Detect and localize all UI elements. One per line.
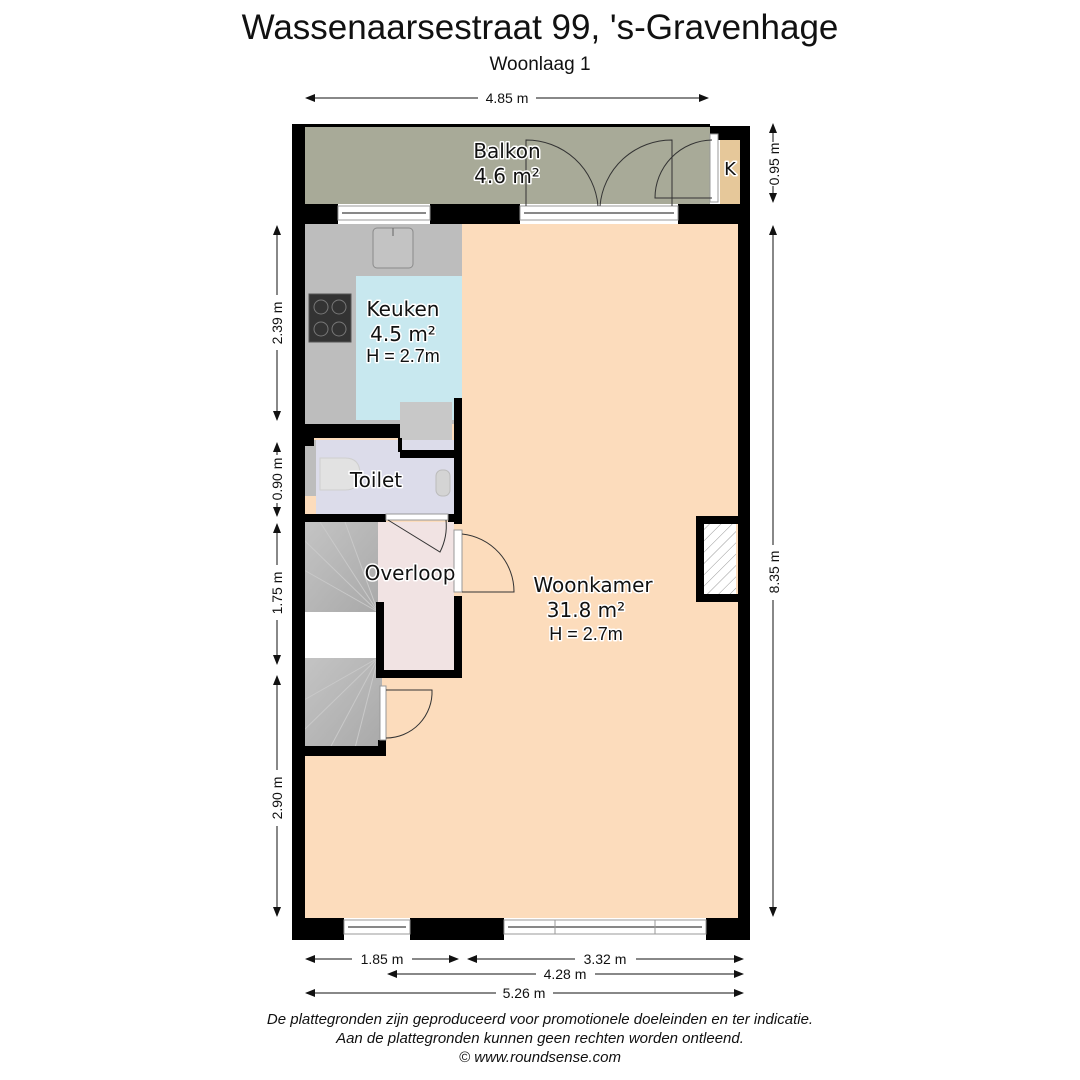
keuken-label: Keuken [366, 297, 440, 321]
cooktop-icon [309, 294, 351, 342]
toilet-label: Toilet [349, 468, 403, 492]
chimney-hatch [704, 524, 736, 594]
overloop-label: Overloop [364, 561, 456, 585]
dim-right-balkon: 0.95 m [766, 142, 782, 186]
balkon-area-label: 4.6 m² [474, 164, 540, 188]
disclaimer-line-1: De plattegronden zijn geproduceerd voor promotionele doeleinden en ter indicatie. [266, 1011, 814, 1028]
dim-left-bottom: 2.90 m [269, 776, 285, 820]
keuken-area-label: 4.5 m² [370, 322, 436, 346]
stair-void [304, 612, 378, 658]
disclaimer-line-2: Aan de plattegronden kunnen geen rechten worden ontleend. [336, 1030, 744, 1047]
woonkamer-height-label: H = 2.7m [549, 624, 623, 644]
dim-bottom-4: 5.26 m [502, 985, 546, 1001]
dim-bottom-3: 4.28 m [543, 966, 587, 982]
woonkamer-label: Woonkamer [533, 573, 653, 597]
balkon-label: Balkon [473, 139, 541, 163]
overloop-area [378, 522, 454, 670]
woonkamer-area-label: 31.8 m² [546, 598, 626, 622]
dim-right-main: 8.35 m [766, 550, 782, 594]
dim-bottom-2: 3.32 m [583, 951, 627, 967]
dim-left-overloop: 1.75 m [269, 571, 285, 615]
copyright-link[interactable]: © www.roundsense.com [459, 1049, 621, 1066]
page-title: Wassenaarsestraat 99, 's-Gravenhage [241, 8, 839, 47]
kast-label: K [724, 159, 736, 180]
dim-top: 4.85 m [485, 90, 529, 106]
dim-left-keuken: 2.39 m [269, 301, 285, 345]
dim-bottom-1: 1.85 m [360, 951, 404, 967]
washbasin-icon [436, 470, 450, 496]
toilet-fill-corner [304, 440, 316, 496]
dim-left-toilet: 0.90 m [269, 457, 285, 501]
keuken-height-label: H = 2.7m [366, 346, 440, 366]
floor-subtitle: Woonlaag 1 [489, 54, 591, 75]
